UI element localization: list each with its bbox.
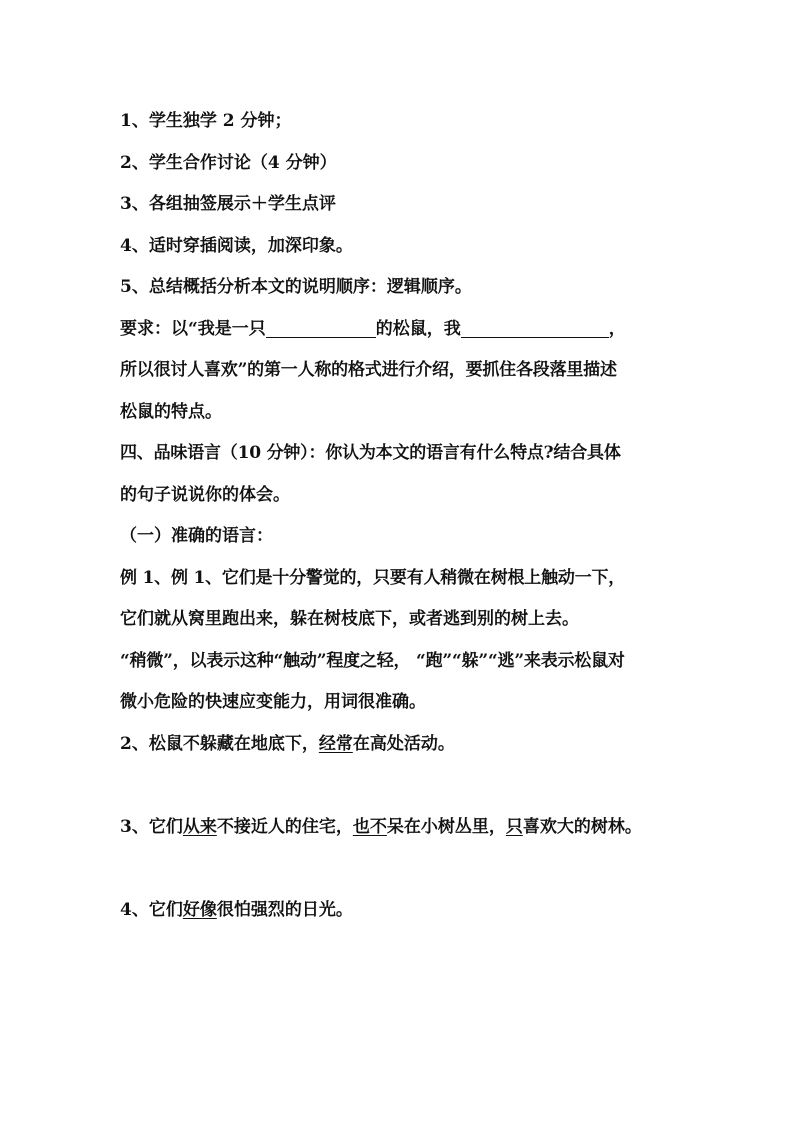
- fill-blank-1: [266, 317, 376, 338]
- document-body: [120, 101, 680, 931]
- step-1: 1、学生独学 2 分钟；: [120, 111, 292, 131]
- section-four-line-1: 四、品味语言（10 分钟）：你认为本文的语言有什么特点?结合具体: [120, 443, 621, 463]
- requirement-line-3: 松鼠的特点。: [120, 401, 222, 422]
- example-2-before: 2、松鼠不躲藏在地底下，: [120, 733, 319, 754]
- example-3-part-4: 喜欢大的树林。: [522, 817, 642, 837]
- example-3-underlined-2: 也不: [352, 817, 387, 837]
- section-four-line-2: 的句子说说你的体会。: [120, 484, 290, 505]
- example-4-after: 很怕强烈的日光。: [216, 899, 353, 920]
- example-3-part-2: 不接近人的住宅，: [216, 817, 353, 837]
- example-3: [120, 807, 680, 849]
- example-3-part-3: 呆在小树丛里，: [386, 817, 506, 837]
- example-3-underlined-3: 只: [505, 817, 523, 837]
- requirement-line-2: 所以很讨人喜欢”的第一人称的格式进行介绍，要抓住各段落里描述: [120, 360, 617, 380]
- step-5: 5、总结概括分析本文的说明顺序：逻辑顺序。: [120, 277, 472, 297]
- step-4: 4、适时穿插阅读，加深印象。: [120, 235, 353, 256]
- step-3: 3、各组抽签展示＋学生点评: [120, 194, 336, 214]
- requirement-suffix: ，: [608, 318, 626, 339]
- example-1-line-1: 例 1、例 1、它们是十分警觉的，只要有人稍微在树根上触动一下，: [120, 567, 626, 588]
- example-2-after: 在高处活动。: [352, 733, 455, 754]
- requirement-line-1: [120, 309, 680, 351]
- example-4-before: 4、它们: [120, 899, 183, 920]
- fill-blank-2: [461, 317, 609, 338]
- example-1-line-2: 它们就从窝里跑出来，躲在树枝底下，或者逃到别的树上去。: [120, 609, 579, 629]
- example-2: [120, 724, 680, 766]
- requirement-prefix: 要求：以“我是一只: [120, 318, 266, 339]
- example-3-part-1: 3、它们: [120, 817, 183, 837]
- example-1-line-3: “稍微”，以表示这种“触动”程度之轻， “跑”“躲”“逃”来表示松鼠对: [120, 650, 625, 671]
- requirement-mid: 的松鼠，我: [375, 318, 461, 339]
- example-4: [120, 890, 680, 932]
- example-4-underlined: 好像: [182, 899, 217, 920]
- example-2-underlined: 经常: [318, 733, 353, 754]
- step-2: 2、学生合作讨论（4 分钟）: [120, 152, 337, 173]
- example-3-underlined-1: 从来: [182, 817, 217, 837]
- example-1-line-4: 微小危险的快速应变能力，用词很准确。: [120, 692, 426, 712]
- subsection-heading: （一）准确的语言：: [120, 526, 273, 546]
